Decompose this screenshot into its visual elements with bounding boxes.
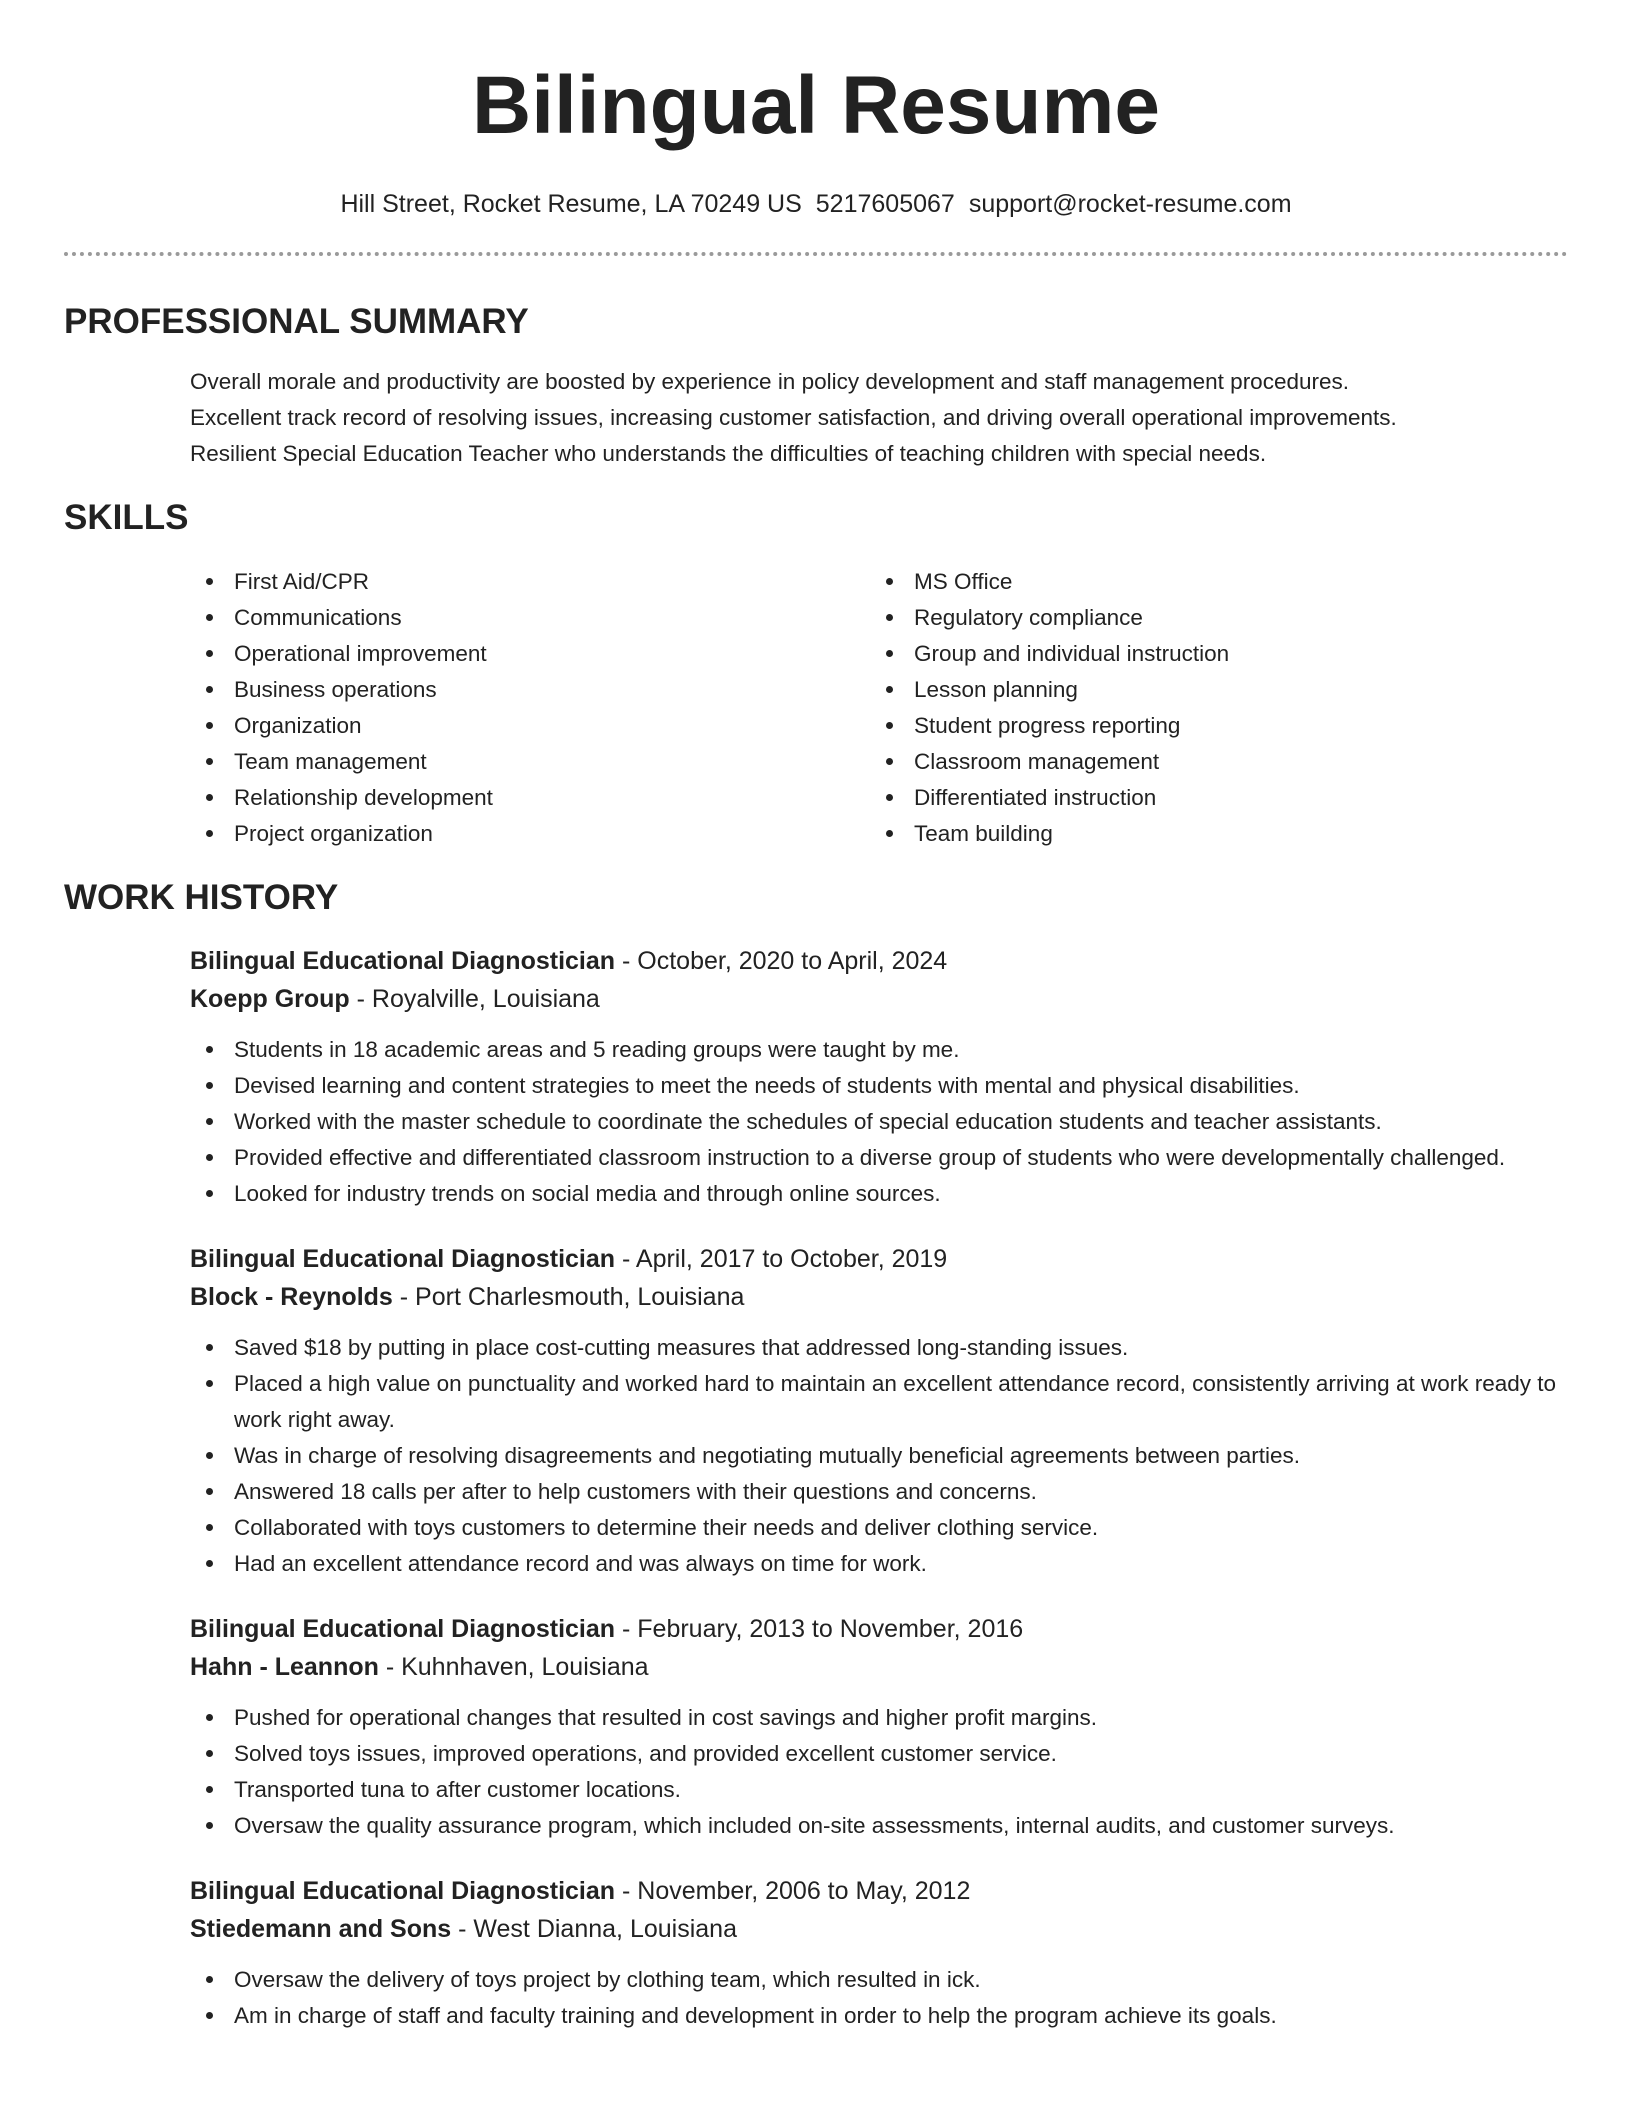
job-bullet: Am in charge of staff and faculty training and development in order to help the program achieve its goals. [190, 1998, 1590, 2034]
job-dates: - April, 2017 to October, 2019 [615, 1245, 948, 1273]
job-entry [190, 1240, 1568, 1582]
job-company-line [190, 980, 1568, 1018]
job-bullet: Had an excellent attendance record and was always on time for work. [190, 1546, 1590, 1582]
job-bullet: Provided effective and differentiated classroom instruction to a diverse group of students who were developmentally challenged. [190, 1140, 1590, 1176]
job-role-line [190, 942, 1568, 980]
skill-item: Group and individual instruction [870, 636, 1550, 672]
job-company-line [190, 1648, 1568, 1686]
summary-text [190, 364, 1568, 472]
job-entry [190, 942, 1568, 1212]
job-bullets [190, 1700, 1590, 1844]
summary-line: Overall morale and productivity are boosted by experience in policy development and staff management procedures. [190, 369, 1349, 394]
summary-title: PROFESSIONAL SUMMARY [64, 302, 529, 341]
work-history-title: WORK HISTORY [64, 878, 339, 917]
skill-item: Communications [190, 600, 870, 636]
contact-line [64, 186, 1568, 222]
skill-item: Organization [190, 708, 870, 744]
job-role: Bilingual Educational Diagnostician [190, 1615, 616, 1643]
job-company-line [190, 1278, 1568, 1316]
job-role-line [190, 1872, 1568, 1910]
job-bullet: Solved toys issues, improved operations, and provided excellent customer service. [190, 1736, 1590, 1772]
skill-item: Lesson planning [870, 672, 1550, 708]
skills-columns [190, 564, 1568, 852]
skill-item: First Aid/CPR [190, 564, 870, 600]
job-bullet: Devised learning and content strategies to meet the needs of students with mental and physical disabilities. [190, 1068, 1590, 1104]
skill-item: Differentiated instruction [870, 780, 1550, 816]
header-divider [64, 252, 1568, 256]
resume-name: Bilingual Resume [471, 60, 1161, 151]
job-bullets [190, 1032, 1590, 1212]
skill-item: Team management [190, 744, 870, 780]
job-bullet: Oversaw the delivery of toys project by clothing team, which resulted in ick. [190, 1962, 1590, 1998]
skill-item: Classroom management [870, 744, 1550, 780]
skill-item: Business operations [190, 672, 870, 708]
skill-item: Student progress reporting [870, 708, 1550, 744]
job-role: Bilingual Educational Diagnostician [190, 1245, 616, 1273]
job-dates: - October, 2020 to April, 2024 [615, 947, 948, 975]
skill-item: Team building [870, 816, 1550, 852]
job-location: - Royalville, Louisiana [349, 985, 600, 1013]
skill-item: Regulatory compliance [870, 600, 1550, 636]
job-bullet: Oversaw the quality assurance program, which included on-site assessments, internal audits, and customer surveys. [190, 1808, 1590, 1844]
contact-email: support@rocket-resume.com [968, 190, 1292, 218]
job-dates: - November, 2006 to May, 2012 [615, 1877, 971, 1905]
job-company: Block - Reynolds [190, 1283, 393, 1311]
job-bullet: Saved $18 by putting in place cost-cutting measures that addressed long-standing issues. [190, 1330, 1590, 1366]
skill-item: MS Office [870, 564, 1550, 600]
job-bullet: Looked for industry trends on social media and through online sources. [190, 1176, 1590, 1212]
job-bullet: Collaborated with toys customers to determine their needs and deliver clothing service. [190, 1510, 1590, 1546]
job-role: Bilingual Educational Diagnostician [190, 947, 616, 975]
job-company: Stiedemann and Sons [190, 1915, 452, 1943]
job-bullet: Placed a high value on punctuality and worked hard to maintain an excellent attendance record, consistently arriving at work ready to work right away. [190, 1366, 1590, 1438]
job-bullets [190, 1962, 1590, 2034]
contact-phone: 5217605067 [815, 190, 955, 218]
job-entry [190, 1610, 1568, 1844]
job-bullet: Answered 18 calls per after to help customers with their questions and concerns. [190, 1474, 1590, 1510]
skills-left-list [190, 564, 870, 852]
job-bullet: Students in 18 academic areas and 5 reading groups were taught by me. [190, 1032, 1590, 1068]
job-location: - Kuhnhaven, Louisiana [378, 1653, 649, 1681]
job-role: Bilingual Educational Diagnostician [190, 1877, 616, 1905]
skill-item: Operational improvement [190, 636, 870, 672]
skill-item: Project organization [190, 816, 870, 852]
job-bullets [190, 1330, 1590, 1582]
job-dates: - February, 2013 to November, 2016 [615, 1615, 1024, 1643]
job-role-line [190, 1610, 1568, 1648]
summary-line: Resilient Special Education Teacher who understands the difficulties of teaching children with special needs. [190, 441, 1267, 466]
job-bullet: Worked with the master schedule to coordinate the schedules of special education students and teacher assistants. [190, 1104, 1590, 1140]
skills-right-list [870, 564, 1550, 852]
job-role-line [190, 1240, 1568, 1278]
job-location: - West Dianna, Louisiana [451, 1915, 737, 1943]
job-bullet: Transported tuna to after customer locations. [190, 1772, 1590, 1808]
job-bullet: Pushed for operational changes that resulted in cost savings and higher profit margins. [190, 1700, 1590, 1736]
summary-line: Excellent track record of resolving issues, increasing customer satisfaction, and driving overall operational improvements. [190, 405, 1397, 430]
job-company: Koepp Group [190, 985, 350, 1013]
job-entry [190, 1872, 1568, 2034]
skills-title: SKILLS [64, 498, 189, 537]
job-company-line [190, 1910, 1568, 1948]
skill-item: Relationship development [190, 780, 870, 816]
job-location: - Port Charlesmouth, Louisiana [392, 1283, 745, 1311]
job-bullet: Was in charge of resolving disagreements and negotiating mutually beneficial agreements between parties. [190, 1438, 1590, 1474]
job-company: Hahn - Leannon [190, 1653, 379, 1681]
contact-address: Hill Street, Rocket Resume, LA 70249 US [340, 190, 802, 218]
